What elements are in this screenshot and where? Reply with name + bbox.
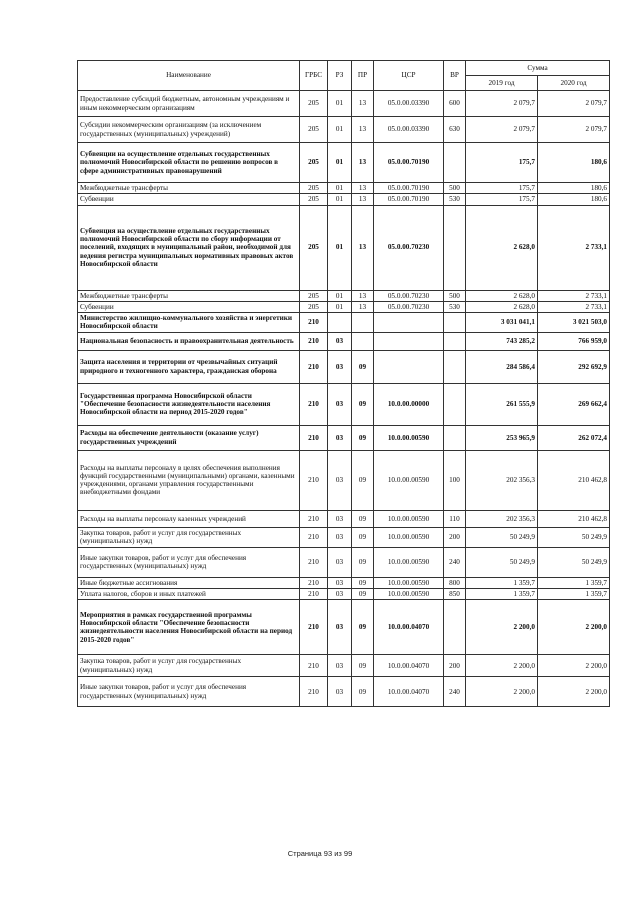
table-body — [78, 91, 610, 707]
cell-grbs: 210 — [300, 350, 328, 383]
cell-grbs: 205 — [300, 194, 328, 205]
cell-csr — [374, 332, 444, 350]
cell-csr: 05.0.00.03390 — [374, 91, 444, 117]
cell-grbs: 205 — [300, 183, 328, 194]
cell-vr: 240 — [444, 677, 466, 707]
cell-rz: 03 — [328, 450, 352, 510]
cell-grbs: 210 — [300, 425, 328, 450]
cell-grbs: 205 — [300, 117, 328, 143]
cell-sum-2020: 3 021 503,0 — [538, 313, 610, 333]
col-header-vr: ВР — [444, 61, 466, 91]
cell-pr: 13 — [352, 301, 374, 312]
cell-grbs: 210 — [300, 547, 328, 577]
header-row — [78, 61, 610, 76]
cell-sum-2019: 1 359,7 — [466, 588, 538, 599]
cell-rz: 03 — [328, 527, 352, 547]
cell-rz: 03 — [328, 547, 352, 577]
cell-name: Расходы на выплаты персоналу казенных учреждений — [78, 510, 300, 527]
cell-grbs: 210 — [300, 588, 328, 599]
cell-vr: 500 — [444, 290, 466, 301]
col-header-pr: ПР — [352, 61, 374, 91]
cell-csr: 05.0.00.70230 — [374, 290, 444, 301]
table-row — [78, 547, 610, 577]
cell-sum-2019: 175,7 — [466, 194, 538, 205]
cell-sum-2020: 262 072,4 — [538, 425, 610, 450]
cell-name: Субвенции на осуществление отдельных государственных полномочий Новосибирской области по решению вопросов в сфере административных правонарушений — [78, 143, 300, 183]
cell-vr: 630 — [444, 117, 466, 143]
cell-csr: 10.0.00.00590 — [374, 450, 444, 510]
cell-sum-2019: 175,7 — [466, 183, 538, 194]
cell-pr: 09 — [352, 510, 374, 527]
cell-name: Закупка товаров, работ и услуг для государственных (муниципальных) нужд — [78, 527, 300, 547]
cell-sum-2019: 253 965,9 — [466, 425, 538, 450]
cell-sum-2019: 2 200,0 — [466, 655, 538, 677]
cell-grbs: 210 — [300, 510, 328, 527]
cell-vr — [444, 332, 466, 350]
cell-grbs: 205 — [300, 301, 328, 312]
table-row — [78, 383, 610, 425]
cell-sum-2019: 2 628,0 — [466, 205, 538, 290]
cell-pr: 09 — [352, 600, 374, 655]
cell-vr — [444, 350, 466, 383]
cell-rz: 03 — [328, 332, 352, 350]
cell-vr — [444, 313, 466, 333]
table-row — [78, 510, 610, 527]
cell-name: Государственная программа Новосибирской области "Обеспечение безопасности жизнедеятельности населения Новосибирской области на период 2015-2020 годов" — [78, 383, 300, 425]
table-row — [78, 194, 610, 205]
cell-vr: 600 — [444, 91, 466, 117]
cell-sum-2019: 2 079,7 — [466, 117, 538, 143]
cell-pr: 09 — [352, 450, 374, 510]
table-row — [78, 450, 610, 510]
cell-pr: 09 — [352, 677, 374, 707]
cell-sum-2020: 180,6 — [538, 183, 610, 194]
cell-sum-2020: 2 200,0 — [538, 655, 610, 677]
cell-grbs: 210 — [300, 577, 328, 588]
cell-csr: 10.0.00.04070 — [374, 677, 444, 707]
cell-pr: 09 — [352, 547, 374, 577]
cell-grbs: 210 — [300, 527, 328, 547]
cell-pr: 13 — [352, 205, 374, 290]
col-header-csr: ЦСР — [374, 61, 444, 91]
cell-pr: 09 — [352, 383, 374, 425]
cell-vr — [444, 425, 466, 450]
cell-sum-2019: 2 628,0 — [466, 290, 538, 301]
cell-name: Субсидии некоммерческим организациям (за исключением государственных (муниципальных) учреждений) — [78, 117, 300, 143]
cell-csr: 10.0.00.00590 — [374, 527, 444, 547]
cell-sum-2020: 2 733,1 — [538, 301, 610, 312]
cell-rz: 01 — [328, 91, 352, 117]
cell-sum-2019: 2 079,7 — [466, 91, 538, 117]
cell-vr: 200 — [444, 655, 466, 677]
cell-csr — [374, 313, 444, 333]
cell-rz: 01 — [328, 290, 352, 301]
cell-sum-2019: 743 285,2 — [466, 332, 538, 350]
cell-rz: 01 — [328, 194, 352, 205]
cell-name: Субвенции — [78, 194, 300, 205]
cell-csr: 05.0.00.70190 — [374, 143, 444, 183]
cell-csr: 05.0.00.70190 — [374, 194, 444, 205]
cell-csr: 10.0.00.04070 — [374, 655, 444, 677]
cell-pr: 09 — [352, 588, 374, 599]
cell-pr: 13 — [352, 290, 374, 301]
cell-csr: 10.0.00.00590 — [374, 577, 444, 588]
cell-name: Защита населения и территории от чрезвычайных ситуаций природного и техногенного характера, гражданская оборона — [78, 350, 300, 383]
cell-vr — [444, 600, 466, 655]
cell-sum-2020: 180,6 — [538, 194, 610, 205]
col-header-2019: 2019 год — [466, 76, 538, 91]
table-row — [78, 301, 610, 312]
cell-sum-2020: 210 462,8 — [538, 510, 610, 527]
cell-rz: 03 — [328, 510, 352, 527]
cell-pr: 09 — [352, 577, 374, 588]
cell-name: Уплата налогов, сборов и иных платежей — [78, 588, 300, 599]
cell-rz: 03 — [328, 588, 352, 599]
table-row — [78, 425, 610, 450]
cell-csr: 05.0.00.70230 — [374, 205, 444, 290]
col-header-name: Наименование — [78, 61, 300, 91]
cell-csr — [374, 350, 444, 383]
cell-rz: 03 — [328, 577, 352, 588]
cell-sum-2019: 50 249,9 — [466, 547, 538, 577]
cell-pr: 13 — [352, 117, 374, 143]
cell-rz: 03 — [328, 677, 352, 707]
cell-name: Министерство жилищно-коммунального хозяйства и энергетики Новосибирской области — [78, 313, 300, 333]
cell-vr: 800 — [444, 577, 466, 588]
cell-csr: 10.0.00.00590 — [374, 510, 444, 527]
cell-rz: 03 — [328, 350, 352, 383]
cell-csr: 10.0.00.00590 — [374, 547, 444, 577]
cell-rz: 03 — [328, 600, 352, 655]
cell-name: Расходы на выплаты персоналу в целях обеспечения выполнения функций государственными (муниципальными) органами, казенными учреждениями, органами управления государственными внебюджетными фондами — [78, 450, 300, 510]
cell-sum-2020: 2 200,0 — [538, 600, 610, 655]
cell-name: Иные бюджетные ассигнования — [78, 577, 300, 588]
cell-sum-2019: 175,7 — [466, 143, 538, 183]
cell-rz: 01 — [328, 143, 352, 183]
cell-pr — [352, 332, 374, 350]
cell-pr: 09 — [352, 655, 374, 677]
cell-sum-2019: 1 359,7 — [466, 577, 538, 588]
cell-csr: 05.0.00.03390 — [374, 117, 444, 143]
table-row — [78, 677, 610, 707]
cell-name: Расходы на обеспечение деятельности (оказание услуг) государственных учреждений — [78, 425, 300, 450]
cell-pr: 09 — [352, 527, 374, 547]
cell-name: Иные закупки товаров, работ и услуг для обеспечения государственных (муниципальных) нужд — [78, 677, 300, 707]
cell-name: Мероприятия в рамках государственной программы Новосибирской области "Обеспечение безопасности жизнедеятельности населения Новосибирской области на период 2015-2020 годов" — [78, 600, 300, 655]
cell-sum-2019: 2 628,0 — [466, 301, 538, 312]
cell-sum-2019: 3 031 041,1 — [466, 313, 538, 333]
cell-rz: 01 — [328, 301, 352, 312]
cell-csr: 10.0.00.00000 — [374, 383, 444, 425]
cell-name: Закупка товаров, работ и услуг для государственных (муниципальных) нужд — [78, 655, 300, 677]
cell-grbs: 210 — [300, 655, 328, 677]
cell-rz: 03 — [328, 425, 352, 450]
table-row — [78, 577, 610, 588]
cell-vr: 240 — [444, 547, 466, 577]
cell-name: Межбюджетные трансферты — [78, 290, 300, 301]
cell-grbs: 210 — [300, 677, 328, 707]
cell-sum-2019: 202 356,3 — [466, 450, 538, 510]
table-row — [78, 332, 610, 350]
table-row — [78, 527, 610, 547]
cell-vr — [444, 205, 466, 290]
table-row — [78, 600, 610, 655]
cell-grbs: 205 — [300, 143, 328, 183]
table-row — [78, 350, 610, 383]
cell-pr: 09 — [352, 425, 374, 450]
cell-name: Субвенции — [78, 301, 300, 312]
cell-pr: 13 — [352, 183, 374, 194]
cell-grbs: 210 — [300, 313, 328, 333]
cell-vr: 500 — [444, 183, 466, 194]
table-row — [78, 205, 610, 290]
cell-sum-2020: 50 249,9 — [538, 547, 610, 577]
cell-vr — [444, 383, 466, 425]
cell-name: Национальная безопасность и правоохранительная деятельность — [78, 332, 300, 350]
cell-sum-2020: 1 359,7 — [538, 577, 610, 588]
cell-sum-2020: 210 462,8 — [538, 450, 610, 510]
cell-vr: 110 — [444, 510, 466, 527]
cell-grbs: 205 — [300, 91, 328, 117]
cell-csr: 05.0.00.70230 — [374, 301, 444, 312]
cell-rz: 03 — [328, 655, 352, 677]
cell-grbs: 210 — [300, 600, 328, 655]
cell-grbs: 205 — [300, 205, 328, 290]
cell-vr: 530 — [444, 301, 466, 312]
table-row — [78, 143, 610, 183]
cell-vr: 100 — [444, 450, 466, 510]
cell-pr: 13 — [352, 194, 374, 205]
table-row — [78, 91, 610, 117]
cell-name: Иные закупки товаров, работ и услуг для обеспечения государственных (муниципальных) нужд — [78, 547, 300, 577]
cell-sum-2020: 292 692,9 — [538, 350, 610, 383]
cell-csr: 10.0.00.00590 — [374, 425, 444, 450]
cell-sum-2020: 269 662,4 — [538, 383, 610, 425]
table-row — [78, 588, 610, 599]
cell-vr — [444, 143, 466, 183]
cell-rz: 01 — [328, 183, 352, 194]
cell-sum-2020: 180,6 — [538, 143, 610, 183]
col-header-2020: 2020 год — [538, 76, 610, 91]
cell-sum-2020: 2 200,0 — [538, 677, 610, 707]
cell-sum-2019: 202 356,3 — [466, 510, 538, 527]
cell-csr: 05.0.00.70190 — [374, 183, 444, 194]
cell-grbs: 210 — [300, 383, 328, 425]
col-header-grbs: ГРБС — [300, 61, 328, 91]
cell-rz: 03 — [328, 383, 352, 425]
cell-pr — [352, 313, 374, 333]
cell-pr: 13 — [352, 91, 374, 117]
cell-sum-2020: 2 079,7 — [538, 91, 610, 117]
cell-sum-2019: 2 200,0 — [466, 600, 538, 655]
cell-csr: 10.0.00.04070 — [374, 600, 444, 655]
page-number: Страница 93 из 99 — [287, 849, 353, 858]
cell-sum-2019: 50 249,9 — [466, 527, 538, 547]
table-row — [78, 183, 610, 194]
cell-csr: 10.0.00.00590 — [374, 588, 444, 599]
cell-grbs: 205 — [300, 290, 328, 301]
cell-rz: 01 — [328, 117, 352, 143]
cell-pr: 13 — [352, 143, 374, 183]
cell-grbs: 210 — [300, 450, 328, 510]
cell-sum-2019: 284 586,4 — [466, 350, 538, 383]
col-header-rz: РЗ — [328, 61, 352, 91]
cell-sum-2020: 1 359,7 — [538, 588, 610, 599]
cell-sum-2020: 2 733,1 — [538, 290, 610, 301]
table-row — [78, 290, 610, 301]
cell-sum-2020: 2 079,7 — [538, 117, 610, 143]
cell-vr: 530 — [444, 194, 466, 205]
cell-vr: 200 — [444, 527, 466, 547]
cell-rz — [328, 313, 352, 333]
cell-sum-2020: 50 249,9 — [538, 527, 610, 547]
cell-rz: 01 — [328, 205, 352, 290]
cell-pr: 09 — [352, 350, 374, 383]
cell-sum-2019: 2 200,0 — [466, 677, 538, 707]
table-row — [78, 655, 610, 677]
table-row — [78, 117, 610, 143]
col-header-sum: Сумма — [466, 61, 610, 76]
cell-sum-2020: 2 733,1 — [538, 205, 610, 290]
cell-sum-2019: 261 555,9 — [466, 383, 538, 425]
cell-grbs: 210 — [300, 332, 328, 350]
cell-sum-2020: 766 959,0 — [538, 332, 610, 350]
table-row — [78, 313, 610, 333]
cell-name: Предоставление субсидий бюджетным, автономным учреждениям и иным некоммерческим организациям — [78, 91, 300, 117]
budget-table — [77, 60, 610, 707]
cell-vr: 850 — [444, 588, 466, 599]
cell-name: Субвенция на осуществление отдельных государственных полномочий Новосибирской области по сбору информации от поселений, входящих в муниципальный район, необходимой для ведения регистра муниципальных нормативных правовых актов Новосибирской области — [78, 205, 300, 290]
cell-name: Межбюджетные трансферты — [78, 183, 300, 194]
